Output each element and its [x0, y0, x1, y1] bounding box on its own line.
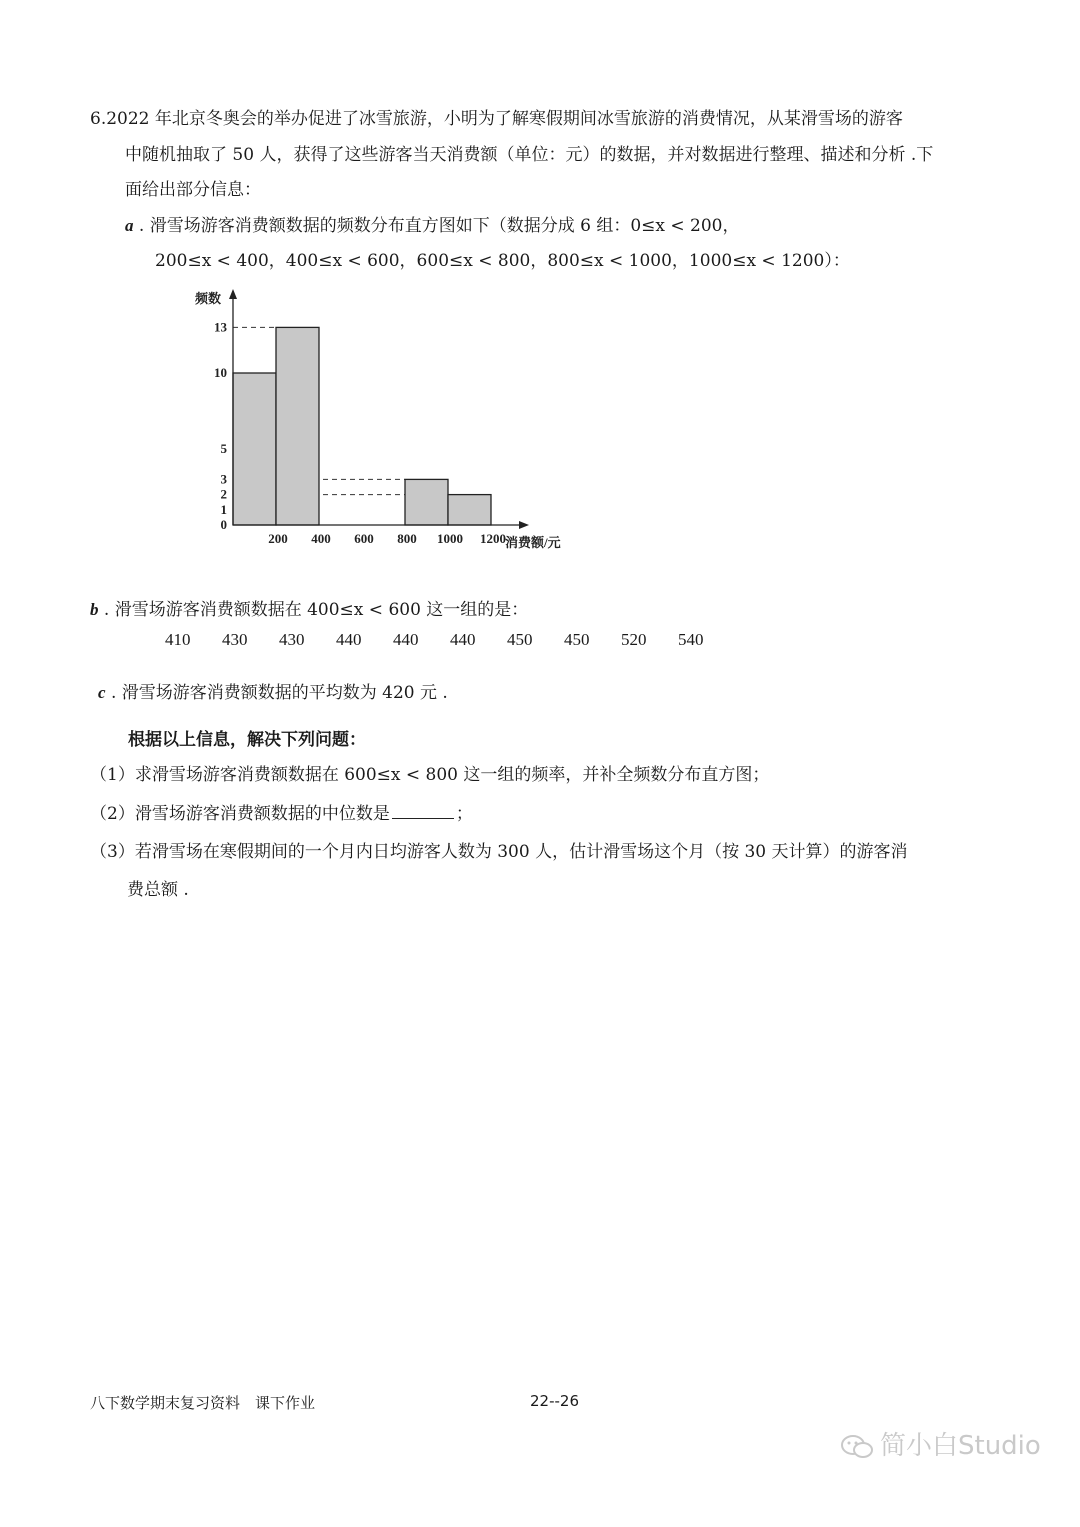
y-tick-label: 0 [220, 517, 227, 532]
histogram-bar [276, 327, 319, 525]
histogram-bar [405, 479, 448, 525]
data-value: 430 [222, 630, 248, 649]
x-axis-label: 消费额/元 [505, 535, 561, 550]
question-intro-line-1: 6.2022 年北京冬奥会的举办促进了冰雪旅游，小明为了解寒假期间冰雪旅游的消费情况，从某滑雪场的游客 [90, 109, 903, 129]
part-c-line [98, 678, 448, 703]
answer-blank[interactable] [392, 804, 454, 819]
y-axis-label: 频数 [195, 291, 222, 306]
sub-question-2 [90, 799, 473, 824]
y-tick-label: 13 [214, 319, 227, 335]
question-intro-line-2: 中随机抽取了 50 人，获得了这些游客当天消费额（单位：元）的数据，并对数据进行整理、描述和分析 .下 [125, 145, 934, 165]
part-b-values [165, 630, 735, 650]
sub-question-3-line-2: 费总额 . [127, 880, 189, 900]
wechat-icon [840, 1433, 874, 1461]
sub-question-2-text: （2）滑雪场游客消费额数据的中位数是 [90, 804, 390, 824]
part-b-line [90, 595, 528, 620]
data-value: 440 [336, 630, 362, 649]
part-c-label: c [98, 683, 106, 702]
x-tick-label: 400 [311, 531, 331, 546]
data-value: 450 [507, 630, 533, 649]
part-a-line-1 [125, 211, 739, 236]
watermark [840, 1425, 1041, 1462]
y-tick-label: 1 [220, 501, 227, 517]
sub-question-1: （1）求滑雪场游客消费额数据在 600≤x < 800 这一组的频率，并补全频数分布直方图； [90, 765, 770, 785]
question-intro-line-3: 面给出部分信息： [125, 180, 261, 200]
data-value: 520 [621, 630, 647, 649]
x-tick-label: 800 [397, 531, 417, 546]
part-a-line-2: 200≤x < 400，400≤x < 600，600≤x < 800，800≤x < 1000，1000≤x < 1200）： [155, 251, 850, 271]
part-b-label: b [90, 600, 99, 619]
x-tick-label: 200 [268, 531, 288, 546]
y-tick-label: 5 [220, 441, 227, 456]
part-b-text: . 滑雪场游客消费额数据在 400≤x < 600 这一组的是： [98, 600, 529, 620]
x-tick-label: 600 [354, 531, 374, 546]
data-value: 430 [279, 630, 305, 649]
data-value: 440 [393, 630, 419, 649]
histogram-bar [233, 373, 276, 525]
x-tick-label: 1000 [437, 531, 463, 546]
y-tick-label: 2 [220, 486, 227, 502]
x-tick-label: 1200 [480, 531, 506, 546]
problem-prompt: 根据以上信息，解决下列问题： [128, 730, 366, 750]
part-c-text: . 滑雪场游客消费额数据的平均数为 420 元 . [105, 683, 448, 703]
frequency-histogram [185, 285, 585, 565]
sub-question-3-line-1: （3）若滑雪场在寒假期间的一个月内日均游客人数为 300 人，估计滑雪场这个月（按 30 天计算）的游客消 [90, 842, 908, 862]
x-axis-arrow [519, 521, 529, 529]
page-number: 22--26 [530, 1392, 579, 1410]
part-a-text: . 滑雪场游客消费额数据的频数分布直方图如下（数据分成 6 组：0≤x < 200， [133, 216, 740, 236]
y-tick-label: 3 [220, 471, 227, 487]
histogram-bar [448, 495, 491, 525]
data-value: 540 [678, 630, 704, 649]
sub-question-2-end: ； [455, 804, 473, 824]
footer-title: 八下数学期末复习资料 课下作业 [90, 1394, 316, 1412]
watermark-text: 简小白Studio [880, 1431, 1041, 1461]
y-tick-label: 10 [214, 365, 227, 380]
data-value: 440 [450, 630, 476, 649]
y-axis-arrow [229, 289, 237, 299]
data-value: 410 [165, 630, 191, 649]
part-a-label: a [125, 216, 134, 235]
data-value: 450 [564, 630, 590, 649]
